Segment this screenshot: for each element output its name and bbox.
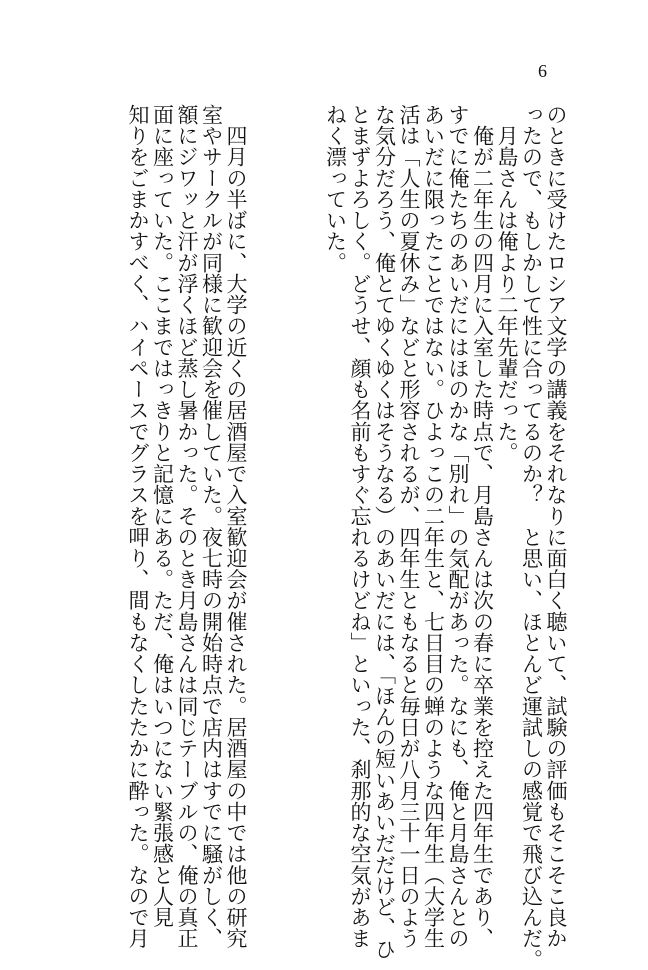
text-line: 額にジワッと汗が浮くほど蒸し暑かった。そのとき月島さんは同じテーブルの、俺の真正 <box>175 104 199 949</box>
text-block-first <box>322 104 568 970</box>
text-line: 活は「人生の夏休み」などと形容されるが、四年生ともなると毎日が八月三十一日のよう <box>397 104 421 949</box>
text-line: のときに受けたロシア文学の講義をそれなりに面白く聴いて、試験の評価もそこそこ良か <box>544 104 568 949</box>
text-line: とまずよろしく。どうせ、顔も名前もすぐ忘れるけどね」といった、刹那的な空気があま <box>348 104 372 949</box>
text-line: 面に座っていた。ここまではっきりと記憶にある。ただ、俺はいつにない緊張感と人見 <box>150 104 175 928</box>
text-line: ったので、もしかして性に合ってるのか？ と思い、ほとんど運試しの感覚で飛び込んだ。 <box>519 104 544 970</box>
text-line: 知りをごまかすべく、ハイペースでグラスを呷り、間もなくしたたかに酔った。なので月 <box>126 104 150 949</box>
text-block-second <box>98 104 248 949</box>
text-line: 月島さんは俺より二年先輩だった。 <box>495 104 519 464</box>
text-line: 俺が二年生の四月に入室した時点で、月島さんは次の春に卒業を控えた四年生であり、 <box>470 104 495 949</box>
vertical-text-page <box>92 104 568 970</box>
text-line: すでに俺たちのあいだにはほのかな「別れ」の気配があった。なにも、俺と月島さんとの <box>446 104 470 949</box>
text-line: 室やサークルが同様に歓迎会を催していた。夜七時の開始時点で店内はすでに騒がしく、 <box>199 104 224 949</box>
page-number: 6 <box>538 61 547 81</box>
text-line: あいだに限ったことではない。ひよっこの二年生と、七日目の蝉のような四年生（大学生 <box>421 104 446 949</box>
text-line: ねく漂っていた。 <box>323 104 348 273</box>
text-line: な気分だろう、俺とてゆくゆくはそうなる）のあいだには、「ほんの短いあいだだけど、ひ <box>372 104 397 960</box>
text-line: 四月の半ばに、大学の近くの居酒屋で入室歓迎会が催された。居酒屋の中では他の研究 <box>224 104 248 949</box>
